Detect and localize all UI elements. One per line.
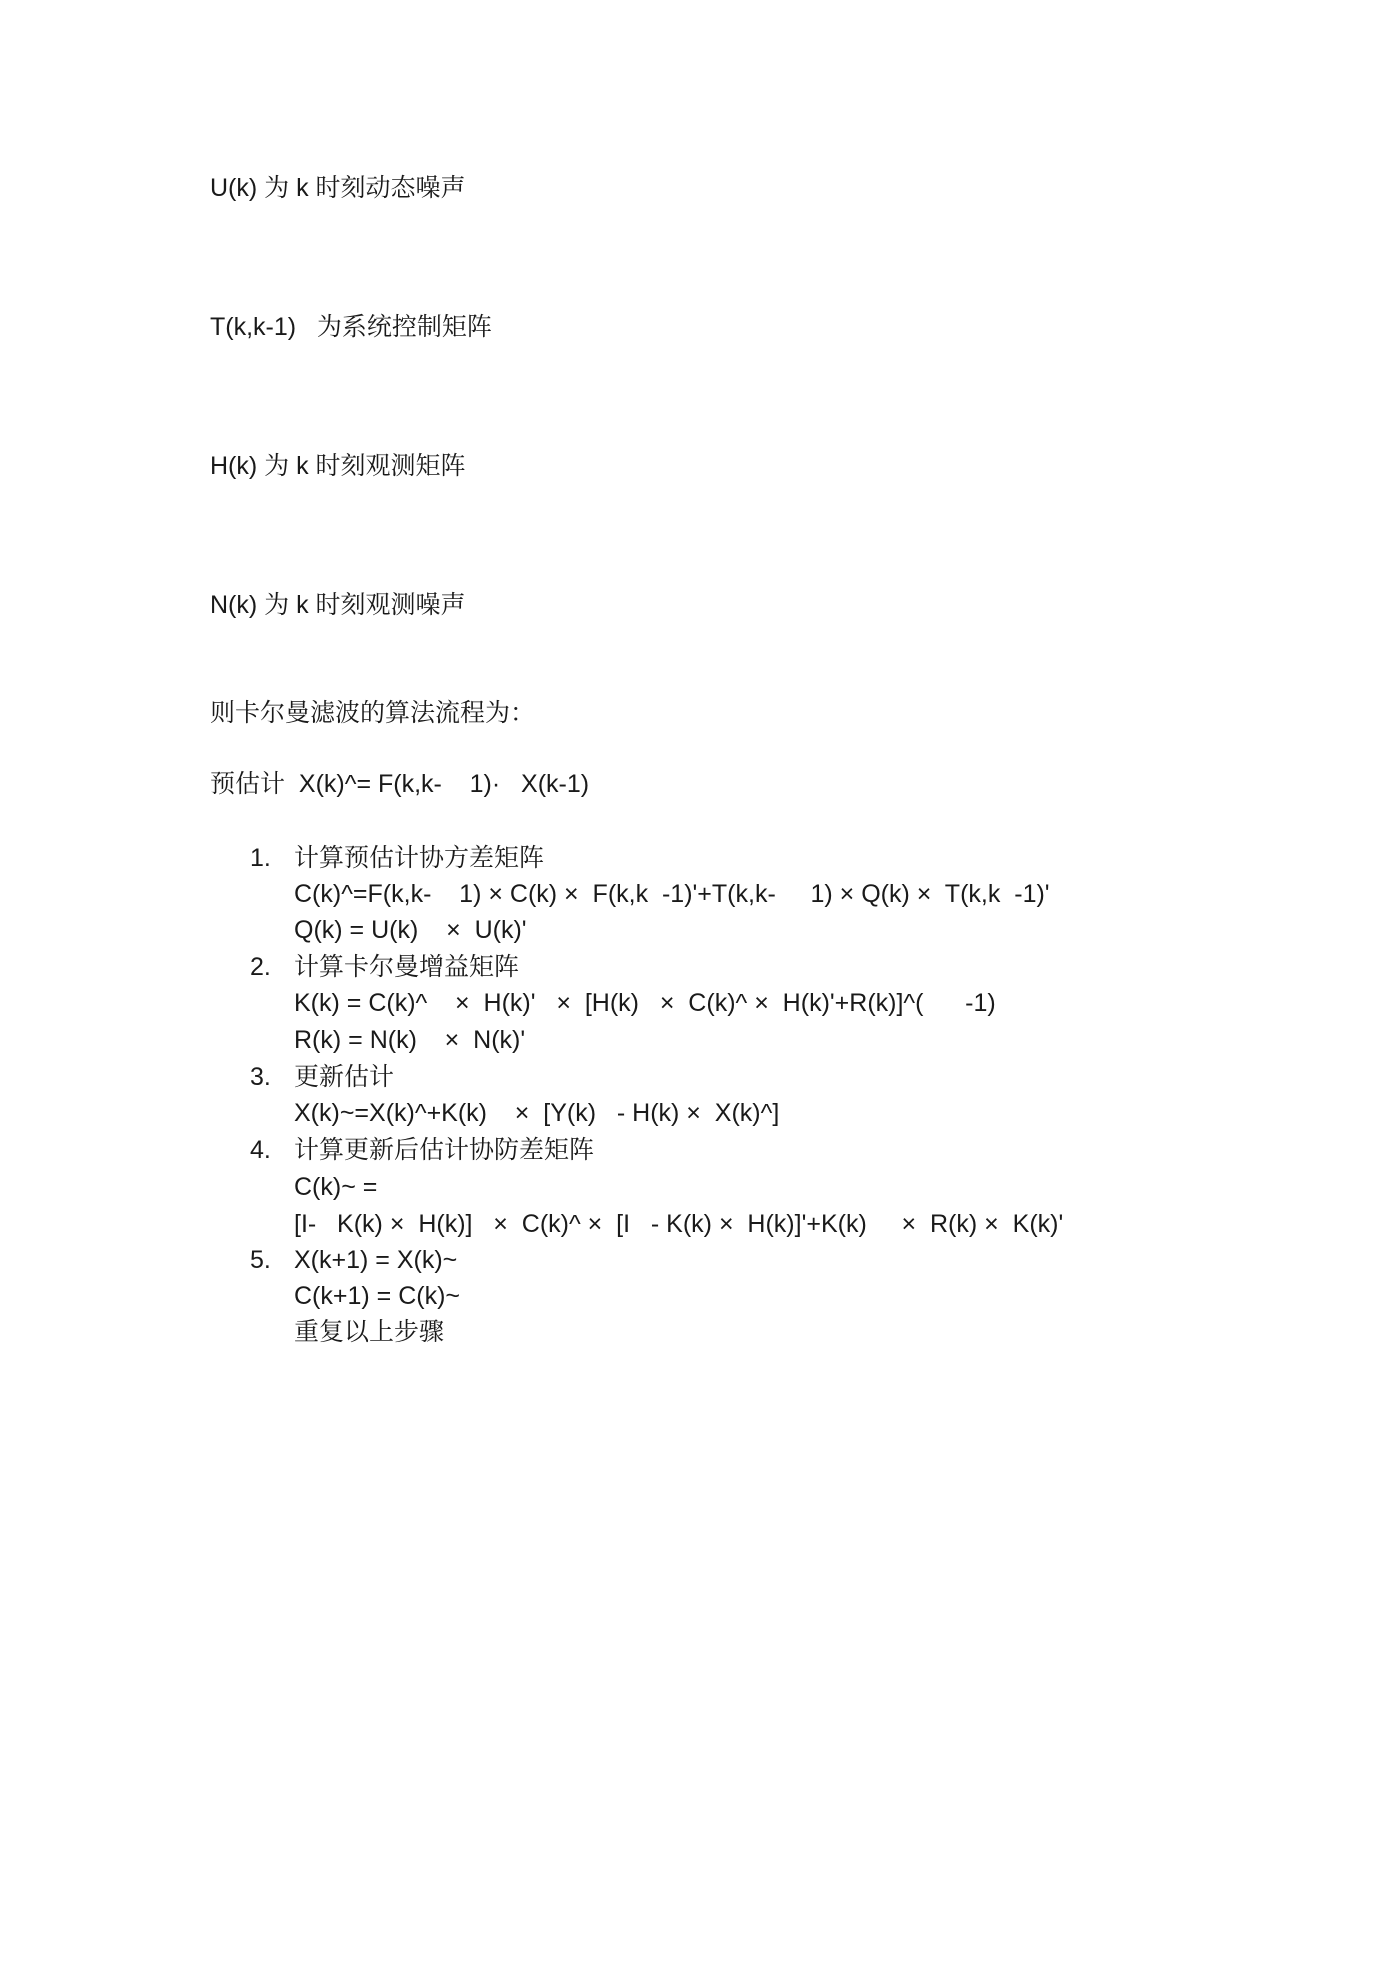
step-note: 重复以上步骤	[294, 1318, 445, 1346]
step-number: 1.	[250, 844, 271, 872]
definition-uk: U(k) 为 k 时刻动态噪声	[210, 174, 466, 202]
prediction-formula: 预估计 X(k)^= F(k,k- 1)· X(k-1)	[210, 770, 590, 798]
definition-hk: H(k) 为 k 时刻观测矩阵	[210, 452, 466, 480]
step-number: 5.	[250, 1246, 271, 1274]
step-formula: C(k)^=F(k,k- 1) × C(k) × F(k,k -1)'+T(k,k- 1) × Q(k) × T(k,k -1)'	[294, 880, 1050, 908]
definition-nk: N(k) 为 k 时刻观测噪声	[210, 591, 466, 619]
step-formula: X(k)~=X(k)^+K(k) × [Y(k) - H(k) × X(k)^]	[294, 1099, 780, 1127]
step-formula: Q(k) = U(k) × U(k)'	[294, 916, 527, 944]
step-title: 计算更新后估计协防差矩阵	[294, 1136, 595, 1164]
definition-tkk1: T(k,k-1) 为系统控制矩阵	[210, 313, 492, 341]
step-title: X(k+1) = X(k)~	[294, 1246, 458, 1274]
step-number: 2.	[250, 953, 271, 981]
step-number: 3.	[250, 1063, 271, 1091]
step-formula: [I- K(k) × H(k)] × C(k)^ × [I - K(k) × H(k)]'+K(k) × R(k) × K(k)'	[294, 1210, 1064, 1238]
step-formula: C(k)~ =	[294, 1173, 378, 1201]
step-formula: K(k) = C(k)^ × H(k)' × [H(k) × C(k)^ × H(k)'+R(k)]^( -1)	[294, 989, 996, 1017]
step-title: 计算预估计协方差矩阵	[294, 844, 545, 872]
step-formula: R(k) = N(k) × N(k)'	[294, 1026, 526, 1054]
step-formula: C(k+1) = C(k)~	[294, 1282, 461, 1310]
intro-text: 则卡尔曼滤波的算法流程为：	[210, 699, 536, 727]
step-number: 4.	[250, 1136, 271, 1164]
step-title: 更新估计	[294, 1063, 395, 1091]
step-title: 计算卡尔曼增益矩阵	[294, 953, 520, 981]
